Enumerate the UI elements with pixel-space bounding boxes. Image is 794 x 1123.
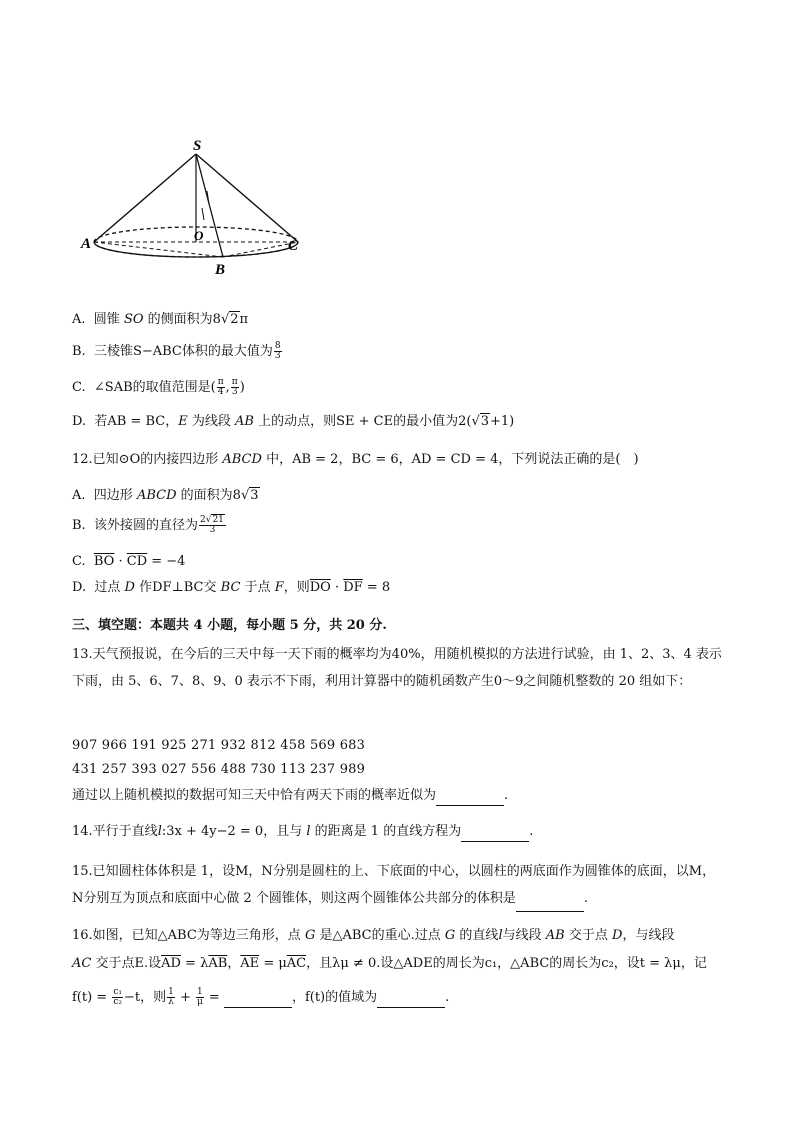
q14: 14.平行于直线l:3x + 4y−2 = 0，且与 l 的距离是 1 的直线方程为 . [72,822,533,842]
q11-option-a: A. 圆锥 SO 的侧面积为8√2π [72,312,249,327]
q11-option-b: B. 三棱锥S−ABC体积的最大值为 $\frac{8}{3}$ [72,341,281,361]
label-S: S [193,138,202,154]
q12-option-a: A. 四边形 ABCD 的面积为8√3 [72,488,259,503]
q11-option-c: C. ∠SAB的取值范围是( $\frac{\pi}{4}$ , $\frac{\pi}{3}$ ) [72,377,245,397]
q11-option-d: D. 若AB = BC，E 为线段 AB 上的动点，则SE + CE的最小值为2(√3+1) [72,414,515,429]
q12-stem: 12.已知⊙O的内接四边形 ABCD 中，AB = 2，BC = 6，AD = CD = 4，下列说法正确的是( ) [72,452,639,467]
q13-stem: 13.天气预报说，在今后的三天中每一天下雨的概率均为40%，用随机模拟的方法进行试验，由 1、2、3、4 表示下雨，由 5、6、7、8、9、0 表示不下雨，利用计算器中的随机函数产生0～9之间随机整数的 20 组如下： [72,647,722,689]
q12-option-d: D. 过点 D 作DF⊥BC交 BC 于点 F，则$\overline{DO} \cdot \overline{DF} = 8$ [72,580,391,595]
q16-line-1: 16.如图，已知△ABC为等边三角形，点 G 是△ABC的重心.过点 G 的直线l与线段 AB 交于点 D，与线段 [72,928,675,943]
tick-mark-2 [202,208,204,220]
edge-AB [94,242,223,257]
cone-figure [78,136,318,284]
q15: 15.已知圆柱体体积是 1，设M，N分别是圆柱的上、下底面的中心，以圆柱的两底面作为圆锥体的底面，以M，N分别互为顶点和底面中心做 2 个圆锥体，则这两个圆锥体公共部分的体积是 . [72,858,724,912]
q12-option-c: C. $\overline{BO} \cdot \overline{CD} = -4$ [72,554,186,569]
base-ellipse-front [94,242,298,257]
q12-option-b: B. 该外接圆的直径为 $\frac{2√21}{3}$ [72,515,224,535]
label-O: O [194,228,204,243]
label-A: A [81,236,92,252]
answer-blank-1[interactable] [224,993,292,1008]
label-B: B [215,262,226,278]
q13-question: 通过以上随机模拟的数据可知三天中恰有两天下雨的概率近似为 . [72,786,508,806]
cone-diagram [78,136,318,284]
edge-SA [94,154,196,242]
answer-blank[interactable] [436,791,504,806]
q13-data-row-1: 907 966 191 925 271 932 812 458 569 683 [72,738,366,753]
q16-line-3: f(t) = $\frac{\text{c₁}}{\text{c₂}}$ −t，则 $\frac{1}{\lambda}$ + $\frac{1}{\mu}$ = ，f(t)的值域为 . [72,987,450,1007]
answer-blank[interactable] [461,827,529,842]
q13-data-row-2: 431 257 393 027 556 488 730 113 237 989 [72,762,366,777]
section-heading: 三、填空题：本题共 4 小题，每小题 5 分，共 20 分. [72,618,387,633]
q16-line-2: AC 交于点E.设$\overline{AD} = \lambda\overline{AB}$，$\overline{AE} = \mu\overline{AC}$，且λμ ≠ 0.设△ADE的周长为c₁，△ABC的周长为c₂，设t = λμ，记 [72,956,707,971]
answer-blank-2[interactable] [377,993,445,1008]
answer-blank[interactable] [516,897,584,912]
label-C: C [288,238,299,254]
